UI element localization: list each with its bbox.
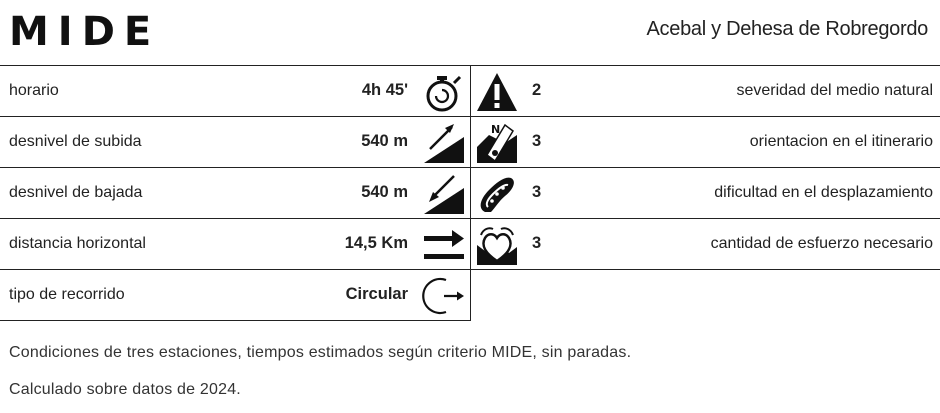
table-row [0, 168, 940, 219]
distance-arrows-icon [422, 223, 466, 267]
dificultad-cell [471, 168, 940, 219]
footprint-icon [475, 172, 519, 216]
tipo-recorrido-cell [0, 270, 471, 321]
compass-orientation-icon [475, 121, 519, 165]
horario-cell [0, 66, 471, 117]
distancia-cell [0, 219, 471, 270]
table-row [0, 270, 940, 321]
svg-text:N: N [491, 123, 501, 136]
severidad-score: 2 [532, 81, 542, 99]
empty-cell [471, 270, 940, 320]
table-row [0, 219, 940, 270]
esfuerzo-label: cantidad de esfuerzo necesario [710, 235, 933, 252]
mide-table [0, 65, 940, 319]
desnivel-bajada-cell [0, 168, 471, 219]
desnivel-bajada-label: desnivel de bajada [9, 184, 143, 201]
orientacion-score: 3 [532, 132, 542, 150]
dificultad-label: dificultad en el desplazamiento [714, 184, 933, 201]
mide-header [0, 0, 940, 65]
severidad-cell [471, 66, 940, 117]
calculation-note: Calculado sobre datos de 2024. [9, 381, 241, 398]
desnivel-subida-label: desnivel de subida [9, 133, 142, 150]
warning-triangle-icon [475, 70, 519, 114]
esfuerzo-cell [471, 219, 940, 270]
horario-value: 4h 45' [361, 81, 408, 99]
stopwatch-icon [422, 70, 466, 114]
tipo-recorrido-label: tipo de recorrido [9, 286, 125, 303]
route-title: Acebal y Dehesa de Robregordo [646, 18, 928, 40]
dificultad-score: 3 [532, 183, 542, 201]
conditions-note: Condiciones de tres estaciones, tiempos estimados según criterio MIDE, sin paradas. [9, 344, 632, 361]
horario-label: horario [9, 82, 59, 99]
distancia-label: distancia horizontal [9, 235, 146, 252]
desnivel-subida-value: 540 m [361, 132, 408, 150]
desnivel-subida-cell [0, 117, 471, 168]
table-row [0, 117, 940, 168]
severidad-label: severidad del medio natural [736, 82, 933, 99]
descent-icon [422, 172, 466, 216]
table-row [0, 66, 940, 117]
circular-route-icon [422, 274, 466, 318]
heart-effort-icon [475, 223, 519, 267]
ascent-icon [422, 121, 466, 165]
desnivel-bajada-value: 540 m [361, 183, 408, 201]
orientacion-label: orientacion en el itinerario [749, 133, 933, 150]
orientacion-cell [471, 117, 940, 168]
mide-logo: MIDE [9, 9, 161, 55]
tipo-recorrido-value: Circular [345, 285, 408, 303]
esfuerzo-score: 3 [532, 234, 542, 252]
distancia-value: 14,5 Km [344, 234, 408, 252]
